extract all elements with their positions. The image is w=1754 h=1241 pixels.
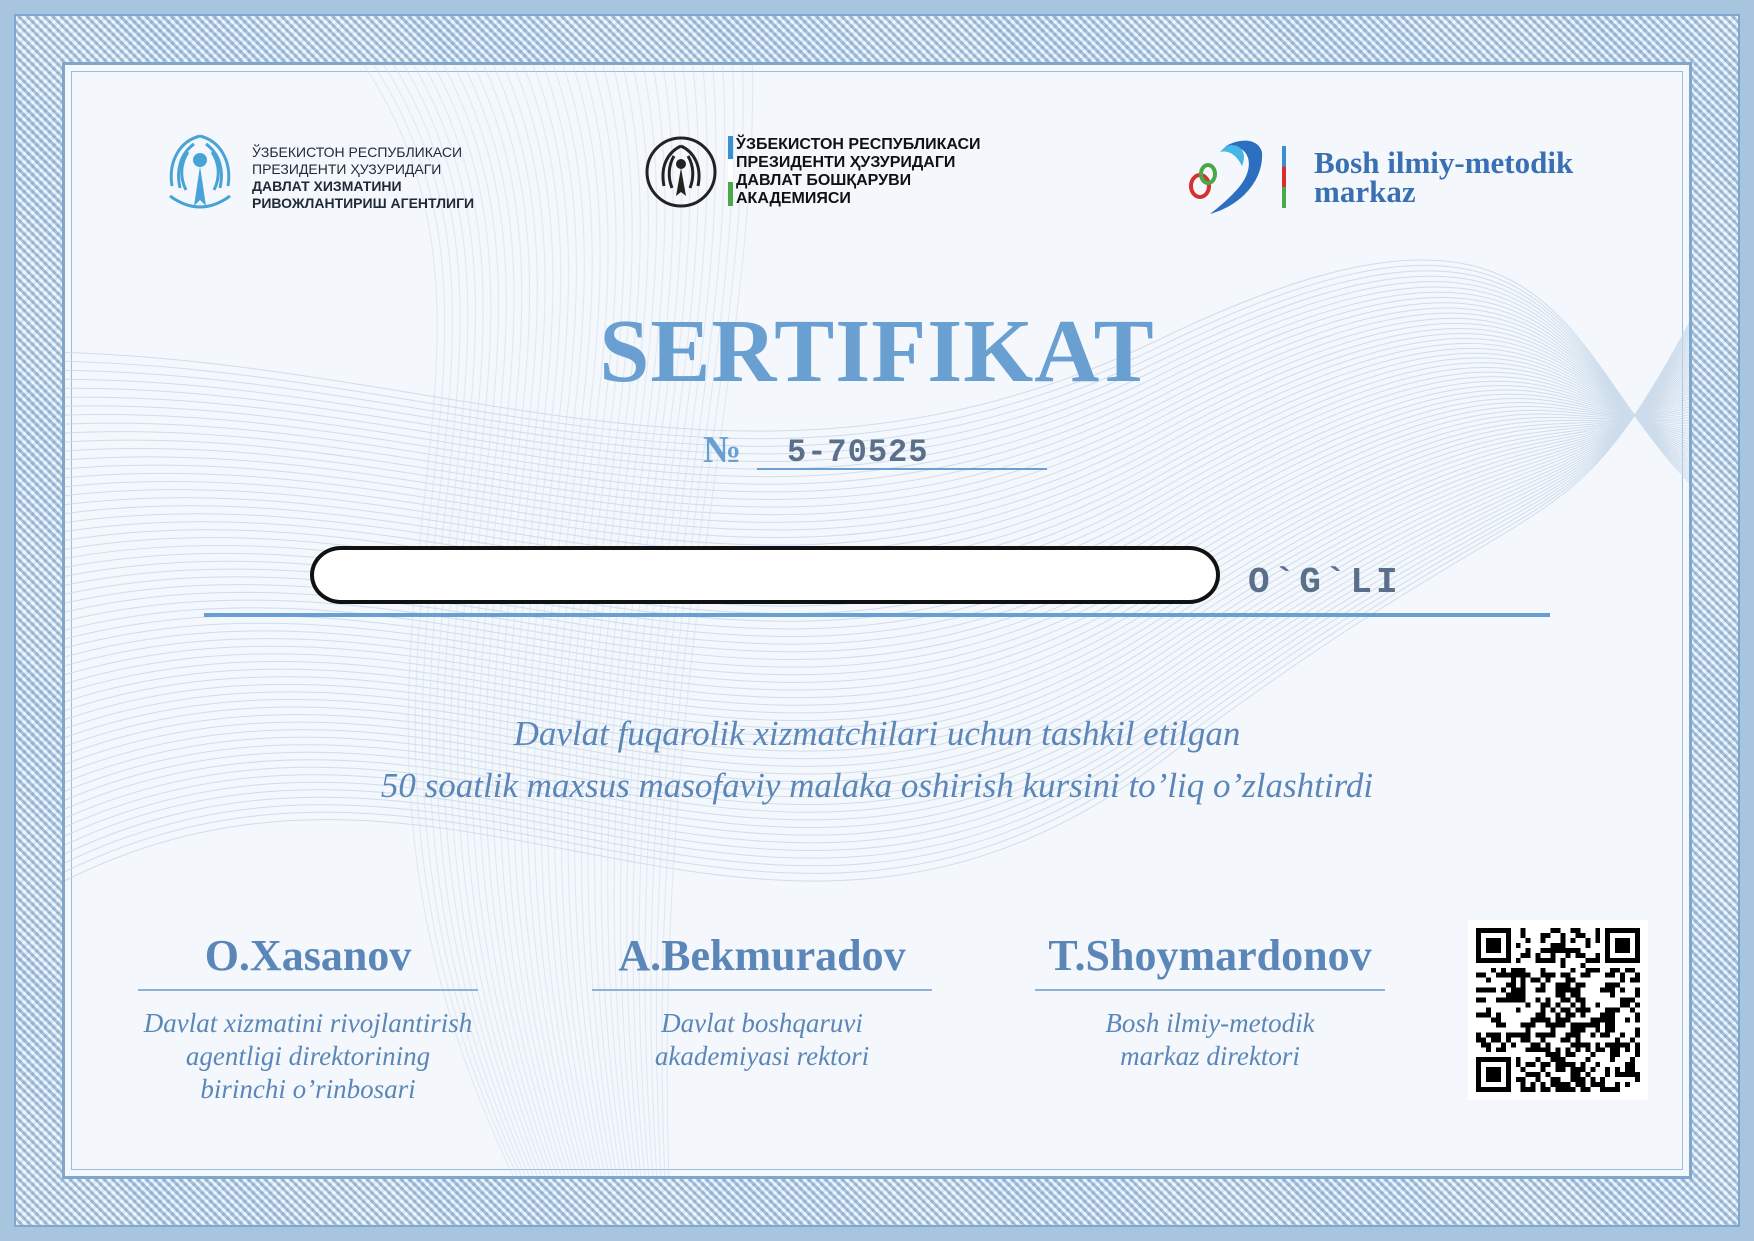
humo-bird-emblem-icon: [150, 126, 250, 222]
recipient-name-redaction: [310, 546, 1220, 604]
humo-bird-emblem-icon: [640, 134, 722, 210]
academy-line-2: ПРЕЗИДЕНТИ ҲУЗУРИДАГИ: [736, 154, 956, 171]
agency-line-3: ДАВЛАТ ХИЗМАТИНИ: [252, 178, 402, 194]
signature-block-2: [592, 930, 932, 1073]
agency-logo: [150, 126, 475, 227]
center-line-1: Bosh ilmiy-metodik: [1314, 145, 1574, 180]
certificate-number-row: [703, 428, 1048, 472]
role-line: birinchi o’rinbosari: [200, 1074, 416, 1104]
academy-logo: [640, 134, 981, 215]
signatory-name: A.Bekmuradov: [592, 930, 932, 991]
signatory-name: T.Shoymardonov: [1035, 930, 1385, 991]
role-line: markaz direktori: [1120, 1041, 1300, 1071]
agency-logo-text: [252, 144, 474, 212]
role-line: akademiyasi rektori: [654, 1041, 870, 1071]
signatory-role: [138, 1007, 478, 1106]
center-line-2: markaz: [1314, 174, 1416, 209]
role-line: Davlat boshqaruvi: [661, 1008, 863, 1038]
role-line: agentligi direktorining: [185, 1041, 431, 1071]
qr-code[interactable]: [1468, 920, 1648, 1100]
signature-block-3: [1040, 930, 1380, 1073]
certificate-number: 5-70525: [757, 434, 1047, 470]
academy-logo-text: [736, 136, 981, 208]
agency-line-1: ЎЗБЕКИСТОН РЕСПУБЛИКАСИ: [252, 144, 463, 160]
signatory-name: O.Xasanov: [138, 930, 478, 991]
certificate-description: [0, 708, 1754, 812]
agency-line-2: ПРЕЗИДЕНТИ ҲУЗУРИДАГИ: [252, 161, 442, 177]
flag-stripe: [728, 136, 733, 206]
recipient-name-underline: [204, 613, 1550, 617]
signatory-role: [592, 1007, 932, 1073]
flag-stripe: [1282, 146, 1286, 208]
signatory-role: [1040, 1007, 1380, 1073]
academy-line-4: АКАДЕМИЯСИ: [736, 190, 851, 207]
number-sign: №: [703, 429, 742, 471]
center-logo: [1180, 136, 1574, 223]
description-line-2: 50 soatlik maxsus masofaviy malaka oshirish kursini to’liq o’zlashtirdi: [380, 766, 1374, 805]
agency-line-4: РИВОЖЛАНТИРИШ АГЕНТЛИГИ: [252, 195, 475, 211]
role-line: Bosh ilmiy-metodik: [1105, 1008, 1315, 1038]
academy-line-3: ДАВЛАТ БОШҚАРУВИ: [736, 172, 912, 189]
recipient-name-suffix: O`G`LI: [1248, 562, 1402, 603]
academy-line-1: ЎЗБЕКИСТОН РЕСПУБЛИКАСИ: [736, 136, 981, 153]
center-logo-text: [1314, 145, 1574, 209]
description-line-1: Davlat fuqarolik xizmatchilari uchun tashkil etilgan: [513, 714, 1241, 753]
role-line: Davlat xizmatini rivojlantirish: [143, 1008, 473, 1038]
swoosh-logo-icon: [1180, 136, 1270, 218]
signature-block-1: [138, 930, 478, 1106]
qr-code-icon: [1476, 928, 1640, 1092]
certificate-title: SERTIFIKAT: [599, 302, 1155, 401]
